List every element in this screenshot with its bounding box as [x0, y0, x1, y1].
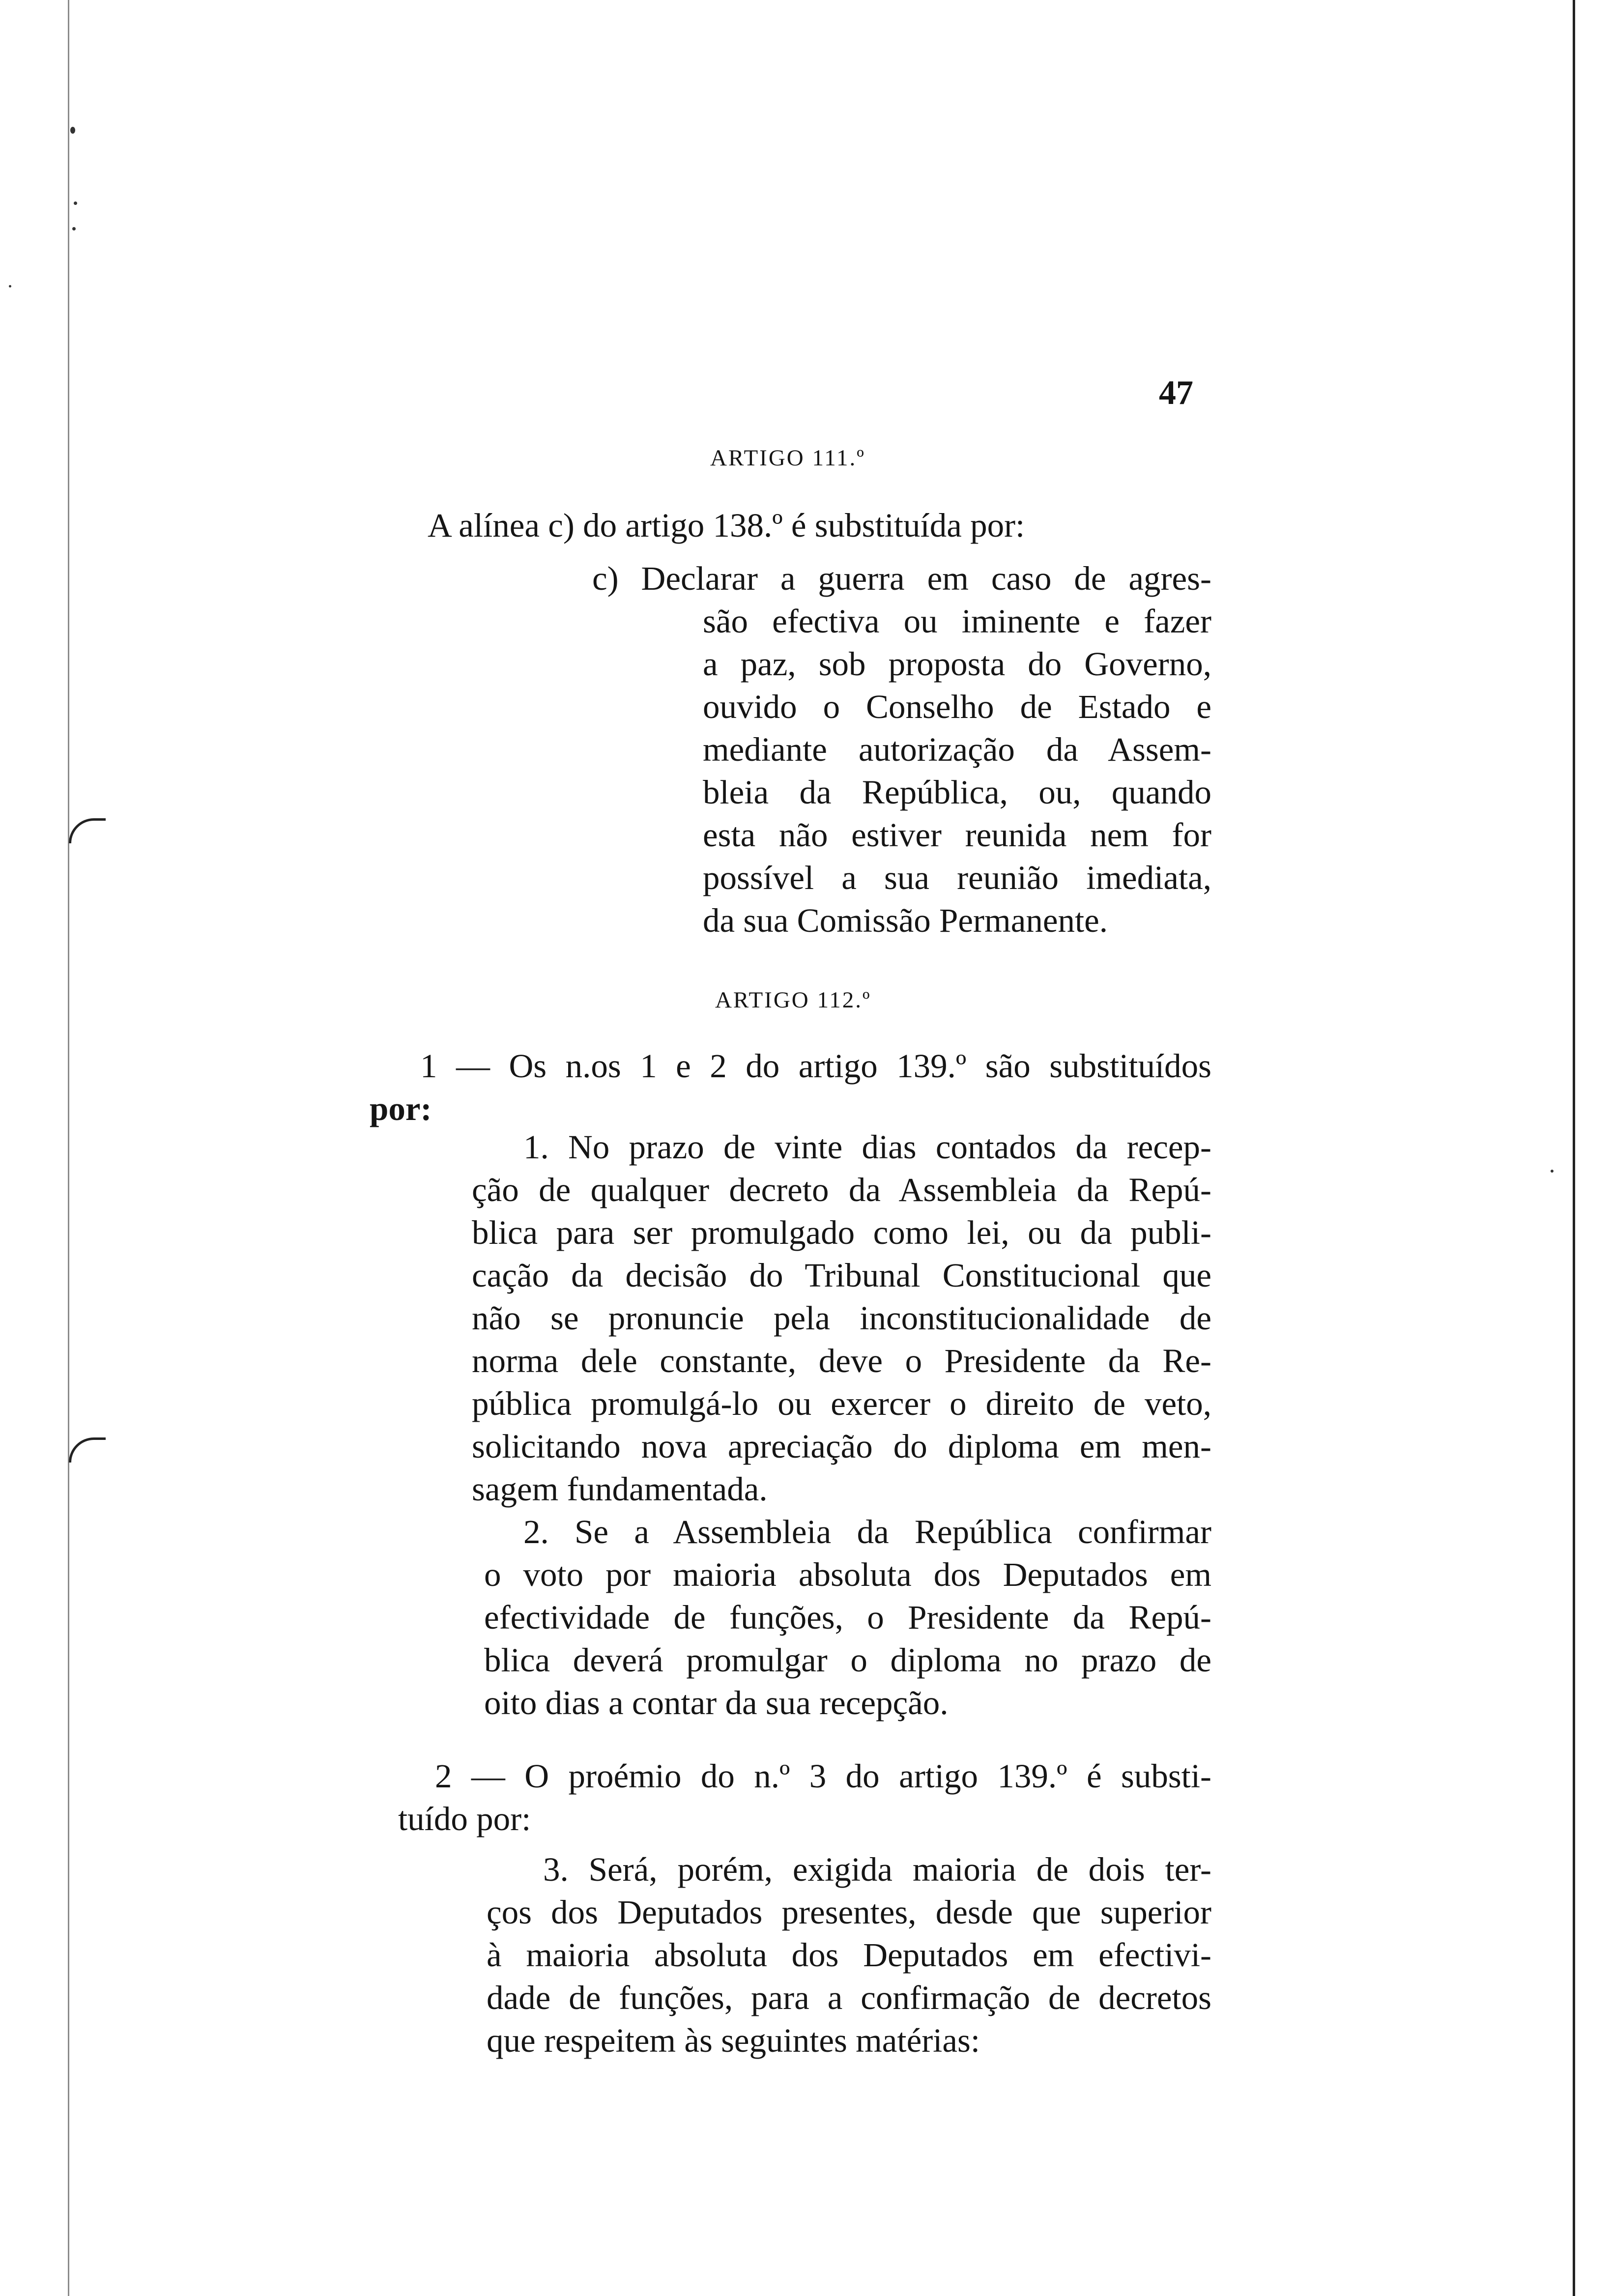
text-line: 2 — O proémio do n.º 3 do artigo 139.º é substi-: [435, 1757, 1211, 1795]
text-line: 3. Será, porém, exigida maioria de dois ter-: [543, 1851, 1211, 1888]
text-line: por:: [370, 1090, 432, 1127]
text-line: sagem fundamentada.: [472, 1470, 768, 1508]
text-line: bleia da República, ou, quando: [703, 774, 1211, 811]
text-line: possível a sua reunião imediata,: [703, 859, 1211, 896]
text-line: ços dos Deputados presentes, desde que superior: [487, 1894, 1211, 1931]
text-line: blica deverá promulgar o diploma no prazo de: [484, 1641, 1211, 1679]
text-line: a paz, sob proposta do Governo,: [703, 645, 1211, 683]
scan-speck: [1551, 1170, 1554, 1173]
text-line: pública promulgá-lo ou exercer o direito de veto,: [472, 1385, 1211, 1422]
article-111-intro: A alínea c) do artigo 138.º é substituída por:: [428, 507, 1025, 544]
binding-hole-mark: [69, 818, 106, 843]
article-111-heading: ARTIGO 111.º: [710, 445, 865, 471]
text-line: não se pronuncie pela inconstitucionalidade de: [472, 1299, 1211, 1337]
text-line: mediante autorização da Assem-: [703, 731, 1211, 768]
text-line: solicitando nova apreciação do diploma em men-: [472, 1428, 1211, 1465]
text-line: à maioria absoluta dos Deputados em efectivi-: [487, 1936, 1211, 1974]
text-line: blica para ser promulgado como lei, ou da publi-: [472, 1214, 1211, 1251]
page-number: 47: [1159, 374, 1193, 412]
scan-speck: [9, 285, 11, 287]
text-line: 1. No prazo de vinte dias contados da recep-: [523, 1128, 1211, 1166]
scan-speck: [70, 127, 75, 134]
text-line: que respeitem às seguintes matérias:: [487, 2022, 980, 2059]
scan-speck: [72, 227, 76, 230]
text-line: cação da decisão do Tribunal Constitucional que: [472, 1257, 1211, 1294]
text-line: são efectiva ou iminente e fazer: [703, 603, 1211, 640]
scan-right-edge: [1573, 0, 1575, 2296]
text-line: c) Declarar a guerra em caso de agres-: [592, 560, 1211, 597]
text-line: o voto por maioria absoluta dos Deputados em: [484, 1556, 1211, 1593]
text-line: ção de qualquer decreto da Assembleia da Repú-: [472, 1171, 1211, 1208]
text-line: oito dias a contar da sua recepção.: [484, 1684, 949, 1722]
text-line: 2. Se a Assembleia da República confirmar: [523, 1513, 1211, 1550]
text-line: dade de funções, para a confirmação de decretos: [487, 1979, 1211, 2016]
text-line: esta não estiver reunida nem for: [703, 816, 1211, 854]
text-line: tuído por:: [398, 1800, 531, 1837]
binding-hole-mark: [69, 1437, 106, 1463]
scan-left-edge: [68, 0, 69, 2296]
text-line: 1 — Os n.os 1 e 2 do artigo 139.º são substituídos: [420, 1047, 1211, 1085]
text-line: norma dele constante, deve o Presidente da Re-: [472, 1342, 1211, 1379]
scan-speck: [74, 201, 77, 205]
text-line: da sua Comissão Permanente.: [703, 902, 1108, 939]
text-line: efectividade de funções, o Presidente da Repú-: [484, 1599, 1211, 1636]
article-112-heading: ARTIGO 112.º: [715, 987, 871, 1013]
text-line: ouvido o Conselho de Estado e: [703, 688, 1211, 725]
